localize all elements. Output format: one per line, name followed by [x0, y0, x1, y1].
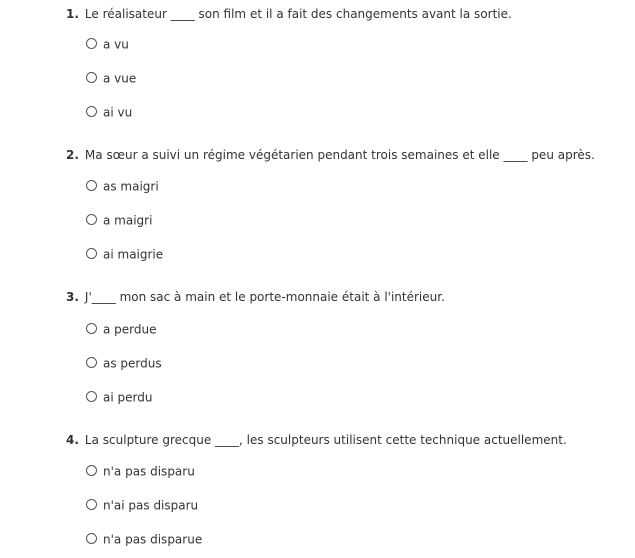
- answer-option-1c[interactable]: [86, 103, 132, 121]
- question-text: La sculpture grecque ____, les sculpteurs utilisent cette technique actuellement.: [84, 433, 567, 447]
- radio-button-icon[interactable]: [86, 357, 97, 368]
- radio-button-icon[interactable]: [86, 106, 97, 117]
- answer-option-4a[interactable]: [86, 462, 195, 480]
- question-number: 1.: [66, 7, 79, 21]
- answer-label: a perdue: [103, 322, 157, 337]
- question-text: J'____ mon sac à main et le porte-monnaie était à l'intérieur.: [84, 290, 445, 304]
- question-text: Le réalisateur ____ son film et il a fait des changements avant la sortie.: [84, 7, 512, 21]
- question-text: Ma sœur a suivi un régime végétarien pendant trois semaines et elle ____ peu après.: [84, 148, 595, 162]
- answer-option-2c[interactable]: [86, 245, 163, 263]
- answer-option-2a[interactable]: [86, 177, 159, 195]
- answer-label: a vue: [103, 71, 137, 86]
- question-number: 3.: [66, 290, 79, 304]
- answer-label: n'ai pas disparu: [103, 498, 199, 513]
- radio-button-icon[interactable]: [86, 533, 97, 544]
- question-number: 4.: [66, 433, 79, 447]
- radio-button-icon[interactable]: [86, 72, 97, 83]
- question-3-line: [66, 288, 445, 306]
- answer-option-3a[interactable]: [86, 320, 157, 338]
- question-4-line: [66, 431, 567, 449]
- answer-label: ai perdu: [103, 390, 153, 405]
- answer-option-4b[interactable]: [86, 496, 198, 514]
- question-1-line: [66, 5, 512, 23]
- radio-button-icon[interactable]: [86, 323, 97, 334]
- radio-button-icon[interactable]: [86, 499, 97, 510]
- question-number: 2.: [66, 148, 79, 162]
- question-2-line: [66, 146, 595, 164]
- answer-label: a vu: [103, 37, 129, 52]
- radio-button-icon[interactable]: [86, 465, 97, 476]
- answer-option-3c[interactable]: [86, 388, 152, 406]
- answer-label: ai vu: [103, 105, 133, 120]
- answer-label: as perdus: [103, 356, 162, 371]
- answer-option-4c[interactable]: [86, 530, 202, 548]
- radio-button-icon[interactable]: [86, 38, 97, 49]
- answer-label: a maigri: [103, 213, 153, 228]
- radio-button-icon[interactable]: [86, 248, 97, 259]
- answer-label: ai maigrie: [103, 247, 164, 262]
- radio-button-icon[interactable]: [86, 180, 97, 191]
- answer-label: as maigri: [103, 179, 159, 194]
- answer-option-2b[interactable]: [86, 211, 152, 229]
- answer-option-1b[interactable]: [86, 69, 136, 87]
- answer-label: n'a pas disparu: [103, 464, 195, 479]
- radio-button-icon[interactable]: [86, 391, 97, 402]
- answer-label: n'a pas disparue: [103, 532, 203, 547]
- answer-option-1a[interactable]: [86, 35, 129, 53]
- radio-button-icon[interactable]: [86, 214, 97, 225]
- answer-option-3b[interactable]: [86, 354, 162, 372]
